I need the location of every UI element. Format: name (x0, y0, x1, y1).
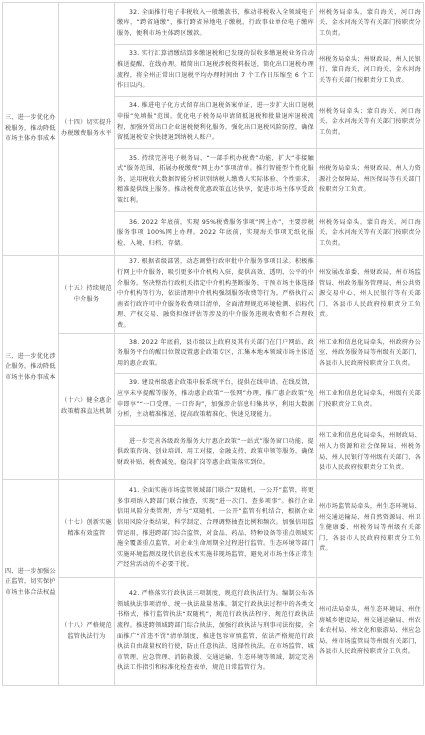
category-cell: 三、进一步优化涉企服务，推动降低市场主体办事成本 (3, 256, 59, 480)
measure-text: 35. 持续完善电子税务局、“一部手机办税费”功能，扩大“非接触式”服务范围，拓展办税缴费“网上办”事项清单。推行智能型个性化服务，运用税收大数据智能分析识别纳税人缴费人实际体验、个性需求，精准提供线上服务。推动税费优惠政策直达快享，促进市场主体享受政策红利。 (115, 149, 317, 212)
owner-text: 州市场监管局牵头，州生态环境局、州交通运输局、州自然资源局、州卫生健康委、州税务局等州级有关部门，各县市人民政府按职责分工负责。 (317, 480, 424, 578)
owner-text: 州工业和信息化局牵头，州财政局、州人力资源和社会保障局、州税务局、州人民银行等州级有关部门，各县市人民政府按职责分工负责。 (317, 426, 424, 480)
table-row (3, 480, 424, 578)
measure-text: 进一步完善各级政务服务大厅惠企政策“一站式”服务窗口功能，提供政策咨询、创业培训、用工对接，金融支持、政策申领等服务，确保财政补贴、税费减免、稳岗扩岗等惠企政策落实到位。 (115, 426, 317, 480)
policy-table (2, 2, 424, 686)
owner-text: 州税务局牵头；蒙自海关、河口海关、金水河海关等有关部门按职责分工负责。 (317, 97, 424, 149)
owner-text: 州司法局牵头，州生态环境局、州住房城乡建设局、州交通运输局、州农业农村局、州文化和旅游局、州应急局、州市场监管局等州级有关部门，各县市人民政府按职责分工负责。 (317, 578, 424, 686)
task-cell: （十七）创新实施精准有效监管 (59, 480, 115, 578)
task-cell: （十五）持续规范中介服务 (59, 256, 115, 334)
measure-text: 33. 实行汇算清缴结算多缴退税和已发现的误收多缴退税业务自动推送提醒、在线办理。精简出口退税涉税资料报送，简化出口退税办理流程，将全州正常出口退税平均办理时间由 7 个工作日压缩至 6 个工作日以内。 (115, 45, 317, 97)
table-row (3, 334, 424, 374)
task-cell: （十八）严格规范监管执法行为 (59, 578, 115, 686)
measure-text: 39. 建设州级惠企政策申报系统平台，提供在线申请、在线反馈，应享未享提醒等服务，推动惠企政策“一张网”办理，推广惠企政策“免申即享”“一口受理、一口咨询”，加强涉企信息归集共享，利用大数据分析，主动精准推送，提高政策精准化、快速兑现能力。 (115, 374, 317, 426)
owner-text: 州发展改革委、州财政局、州市场监管局、州政务服务管理局、州公共资源交易中心、州人民银行等有关部门，各县市人民政府按职责分工负责。 (317, 256, 424, 334)
table-row (3, 256, 424, 334)
owner-text: 州税务局牵头，蒙自海关、河口海关、金水河海关等有关部门按职责分工负责。 (317, 212, 424, 256)
measure-text: 42. 严格落实行政执法三项制度，规范行政执法行为。编制公布各领域执法事项清单、统一执法裁量基准。制定行政执法过程中的各类文书格式，推行监管执法“双随机”，规范行政执法程序、规范行政执法流程。推进跨领域跨部门综合执法，加强行政执法与刑事司法衔接，全面推广“首违不罚”清单制度，推进包容审慎监管，依法严格规范行政执法自由裁量权的行使，防止任意执法、选择性执法。在市场监管、城市管理、应急管理、消防救援、交通运输、生态环境等领域，制定完善执法工作指引和标准化检查表单，规范日常监管行为。 (115, 578, 317, 686)
measure-text: 41. 全面实施市场监管领域部门联合“双随机、一公开”监管，将更多事项纳入跨部门联合抽查，实现“进一次门、查多项事”。推行企业信用风险分类管理，并与“双随机、一公开”监管有机结合，根据企业信用风险分类结果，科学制定、合理调整抽查比例和频次。加强信用监管运用，推进跨部门综合监管，对食品、药品、特种设备等重点领域实施全覆盖重点监管，对企业生命周期全过程进行监管。生态环境等部门实施环境监测及现代信息技术实施非现场监管，避免对市场主体正常生产经营活动的不必要干扰。 (115, 480, 317, 578)
owner-text: 州税务局牵头，蒙自海关、河口海关、金水河海关等有关部门按职责分工负责。 (317, 3, 424, 45)
measure-text: 37. 根据省级部署，动态调整行政审批中介服务事项目录。积极推行网上中介服务，吸引更多中介机构入驻，提供高效、透明、公平的中介服务。坚决整治行政机关指定中介机构垄断服务、干预市场主体选择中介机构等行为，依法清理中介机构强制服务收费等行为。严格执行云南省行政许可中介服务收费项目清单，全面清理规范环境检测、招标代理、产权交易、融资担保评估等涉及的中介服务违规收费和不合理收费。 (115, 256, 317, 334)
table-row (3, 578, 424, 686)
measure-text: 38. 2022 年底前，县市级以上政府及其有关部门在门户网站、政务服务平台的醒目位置设置惠企政策专区，汇集本地本领域市场主体适用的惠企政策。 (115, 334, 317, 374)
category-cell: 三、进一步优化办税服务，推动降低市场主体办事成本 (3, 3, 59, 256)
task-cell: （十四）切实提升办税缴费服务水平 (59, 3, 115, 256)
owner-text: 州工业和信息化局牵头，州级有关部门按职责分工负责。 (317, 374, 424, 426)
owner-text: 州工业和信息化局牵头，州政府办公室、州政务服务局等州级有关部门，各县市人民政府按职责分工负责。 (317, 334, 424, 374)
category-cell: 四、进一步加强公正监管，切实保护市场主体合法权益 (3, 480, 59, 686)
table-row (3, 3, 424, 45)
owner-text: 州税务局牵头；州财政局、州人力资源社会保障局、州医保局等有关部门按职责分工负责。 (317, 149, 424, 212)
measure-text: 36. 2022 年底前，实现 95%税费服务事项“网上办”，主要涉税服务事项 100%网上办理。2022 年底前，实现海关事项无纸化报检、入境、归档、存储。 (115, 212, 317, 256)
owner-text: 州税务局牵头；州财政局、州人民银行、蒙自海关、河口海关、金水河海关等有关部门按职责分工负责。 (317, 45, 424, 97)
measure-text: 34. 推进电子化方式留存出口退税备案单证，进一步扩大出口退税申报“免填报”范围。优化电子税务局申请留抵退税和批量退库退税流程，加强外贸出口企业退税便利化服务，强化出口退税风险防控，确保留抵退税安全快捷退到纳税人账户。 (115, 97, 317, 149)
measure-text: 32. 全面推行电子非税收入一般缴款书，推动非税收入全领域电子缴库，“跨省通缴”，推行跨省异地电子缴税，行政事业单位电子缴库服务，便利市场主体跨区缴款。 (115, 3, 317, 45)
task-cell: （十六）健全惠企政策精准直达机制 (59, 334, 115, 480)
